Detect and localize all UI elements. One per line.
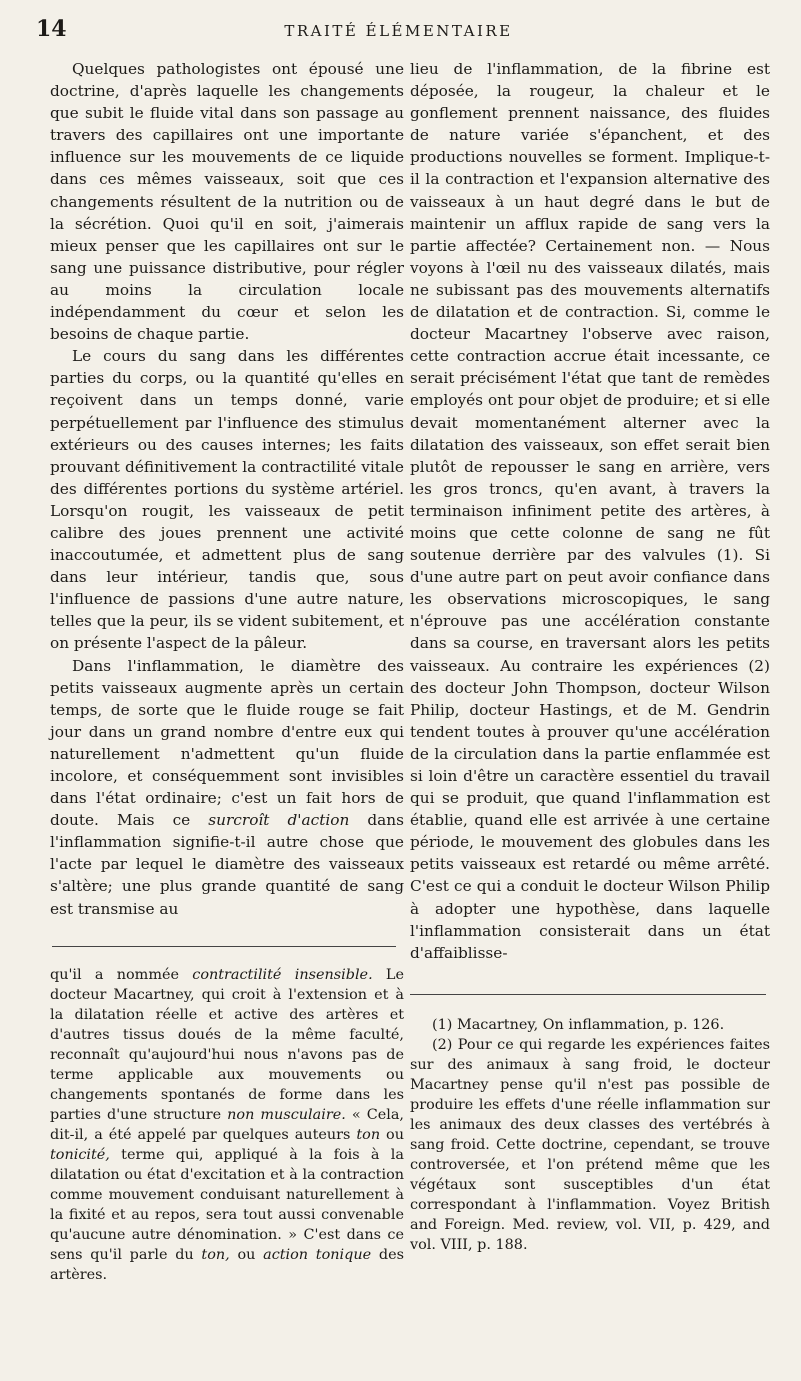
running-title: TRAITÉ ÉLÉMENTAIRE — [284, 22, 513, 40]
page-header — [36, 14, 761, 50]
italic-text: action tonique — [263, 1246, 372, 1263]
italic-text: tonicité, — [50, 1146, 110, 1163]
right-column — [410, 58, 770, 1255]
italic-text: non musculaire. — [227, 1106, 346, 1123]
text-run: ou — [380, 1126, 404, 1143]
text-run: Le docteur Macartney, qui croit à l'extension et à la dilatation réelle et active des artères et d'autres tissus doués de la même faculté, reconnaît qu'aujourd'hui nous n'avons pas de terme applicable aux mouvements ou changements spontanés de forme dans les parties d'une structure — [50, 966, 404, 1123]
paragraph — [50, 655, 404, 920]
footnote-divider — [410, 994, 766, 995]
left-column — [50, 58, 404, 1285]
italic-text: contractilité insensible. — [192, 966, 373, 983]
text-run: des artères. — [50, 1246, 404, 1283]
paragraph: Quelques pathologistes ont épousé une doctrine, d'après laquelle les changements que subit le fluide vital dans son passage au travers des capillaires ont une importante influence sur les mouvements de ce liquide dans ces mêmes vaisseaux, soit que ces changements résultent de la nutrition ou de la sécrétion. Quoi qu'il en soit, j'aimerais mieux penser que les capillaires ont sur le sang une puissance distributive, pour régler au moins la circulation locale indépendamment du cœur et selon les besoins de chaque partie. — [50, 60, 404, 344]
footnote-2: (2) Pour ce qui regarde les expériences faites sur des animaux à sang froid, le docteur Macartney pense qu'il n'est pas possible de produire les effets d'une réelle inflammation sur les animaux des deux classes des vertébrés à sang froid. Cette doctrine, cependant, se trouve controversée, et l'on prétend même que les végétaux sont susceptibles d'un état correspondant à l'inflammation. Voyez British and Foreign. Med. review, vol. VII, p. 429, and vol. VIII, p. 188. — [410, 1036, 770, 1253]
italic-text: surcroît d'action — [208, 811, 350, 830]
text-run: ou — [229, 1246, 264, 1263]
paragraph: lieu de l'inflammation, de la fibrine est déposée, la rougeur, la chaleur et le gonflement prennent naissance, des fluides de nature variée s'épanchent, et des productions nouvelles se forment. Implique-t-il la contraction et l'expansion alternative des vaisseaux à un haut degré dans le but de maintenir un afflux rapide de sang vers la partie affectée? Certainement non. — Nous voyons à l'œil nu des vaisseaux dilatés, mais ne subissant pas des mouvements alternatifs de dilatation et de contraction. Si, comme le docteur Macartney l'observe avec raison, cette contraction accrue était incessante, ce serait précisément l'état que tant de remèdes employés ont pour objet de produire; et si elle devait momentanément alterner avec la dilatation des vaisseaux, son effet serait bien plutôt de repousser le sang en arrière, vers les gros troncs, qu'en avant, à travers la terminaison infiniment petite des artères, à moins que cette colonne de sang ne fût soutenue derrière par des valvules (1). Si d'une autre part on peut avoir confiance dans les observations microscopiques, le sang n'éprouve pas une accélération constante dans sa course, en traversant alors les petits vaisseaux. Au contraire les expériences (2) des docteur John Thompson, docteur Wilson Philip, docteur Hastings, et de M. Gendrin tendent toutes à prouver qu'une accélération de la circulation dans la partie enflammée est si loin d'être un caractère essentiel du travail qui se produit, que quand l'inflammation est établie, quand elle est arrivée à une certaine période, le mouvement des globules dans les petits vaisseaux est retardé ou même arrêté. C'est ce qui a conduit le docteur Wilson Philip à adopter une hypothèse, dans laquelle l'inflammation consisterait dans un état d'affaiblisse- — [410, 60, 770, 962]
italic-text: ton — [356, 1126, 381, 1143]
paragraph: Le cours du sang dans les différentes parties du corps, ou la quantité qu'elles en reçoivent dans un temps donné, varie perpétuellement par l'influence des stimulus extérieurs ou des causes internes; les faits prouvant définitivement la contractilité vitale des différentes portions du système artériel. Lorsqu'on rougit, les vaisseaux de petit calibre des joues prennent une activité inaccoutumée, et admettent plus de sang dans leur intérieur, tandis que, sous l'influence de passions d'une autre nature, telles que la peur, ils se vident subitement, et on présente l'aspect de la pâleur. — [50, 347, 404, 653]
italic-text: ton, — [201, 1246, 230, 1263]
footnote-divider — [52, 946, 396, 947]
footnote-1: (1) Macartney, On inflammation, p. 126. — [432, 1016, 725, 1033]
text-run: Dans l'inflammation, le diamètre des petits vaisseaux augmente après un certain temps, de sorte que le fluide rouge se fait jour dans un grand nombre d'entre eux qui naturellement n'admettent qu'un fluide incolore, et conséquemment sont invisibles dans l'état ordinaire; c'est un fait hors de doute. Mais ce — [50, 656, 404, 830]
text-run: terme qui, appliqué à la fois à la dilatation ou état d'excitation et à la contraction comme mouvement conduisant naturellement à la fixité et au repos, sera tout aussi convenable qu'aucune autre dénomination. » C'est dans ce sens qu'il parle du — [50, 1146, 404, 1263]
text-run: « Cela, dit-il, a été appelé par quelques auteurs — [50, 1106, 404, 1143]
footnote-continuation — [50, 965, 404, 1285]
page-number: 14 — [36, 16, 67, 42]
text-run: dans l'inflammation signifie-t-il autre chose que l'acte par lequel le diamètre des vaisseaux s'altère; une plus grande quantité de sang est transmise au — [50, 811, 405, 918]
text-run: qu'il a nommée — [50, 966, 193, 983]
